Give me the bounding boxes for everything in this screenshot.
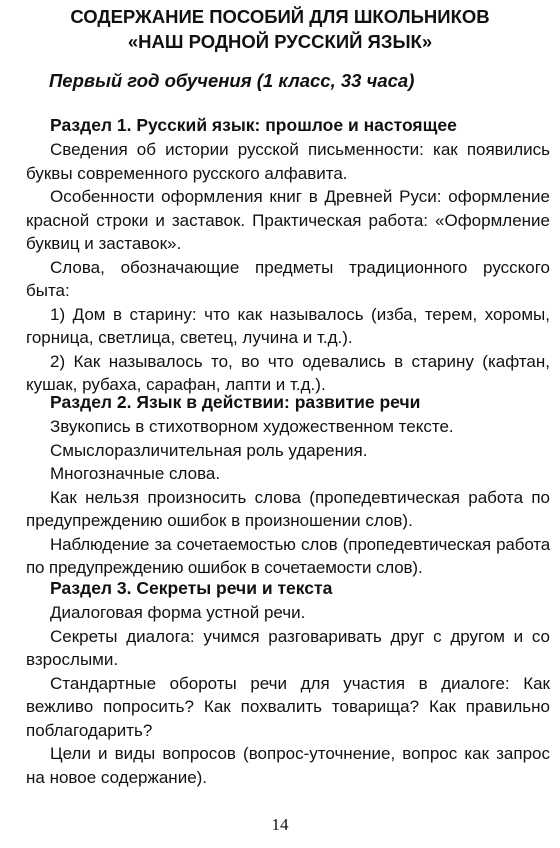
section-1 [26,113,550,397]
section-heading: Раздел 2. Язык в действии: развитие речи [50,392,421,412]
page-number: 14 [271,815,289,834]
paragraph: 1) Дом в старину: что как называлось (изба, терем, хоромы, горница, светлица, светец, лучина и т.д.). [26,304,550,347]
section-2 [26,390,550,580]
document-title [0,4,560,54]
paragraph: Диалоговая форма устной речи. [50,603,306,622]
paragraph: Особенности оформления книг в Древней Руси: оформление красной строки и заставок. Практическая работа: «Оформление буквиц и заставок». [26,187,550,253]
paragraph: Секреты диалога: учимся разговаривать друг с другом и со взрослыми. [26,626,550,669]
paragraph: Цели и виды вопросов (вопрос-уточнение, вопрос как запрос на новое содержание). [26,744,550,787]
paragraph: Звукопись в стихотворном художественном тексте. [50,417,454,436]
paragraph: 2) Как называлось то, во что одевались в старину (кафтан, кушак, рубаха, сарафан, лапти и т.д.). [26,351,550,394]
paragraph: Сведения об истории русской письменности: как появились буквы современного русского алфавита. [26,140,550,183]
paragraph: Наблюдение за сочетаемостью слов (пропедевтическая работа по предупреждению ошибок в сочетаемости слов). [26,534,550,577]
paragraph: Как нельзя произносить слова (пропедевтическая работа по предупреждению ошибок в произношении слов). [26,487,550,530]
title-line-1: СОДЕРЖАНИЕ ПОСОБИЙ ДЛЯ ШКОЛЬНИКОВ [70,6,490,27]
paragraph: Многозначные слова. [50,464,221,483]
section-3 [26,576,550,789]
paragraph: Смыслоразличительная роль ударения. [50,440,368,460]
paragraph: Стандартные обороты речи для участия в диалоге: Как вежливо попросить? Как похвалить товарища? Как правильно поблагодарить? [26,673,550,740]
title-line-2: «НАШ РОДНОЙ РУССКИЙ ЯЗЫК» [127,31,433,52]
section-heading: Раздел 1. Русский язык: прошлое и настоящее [50,115,457,135]
paragraph: Слова, обозначающие предметы традиционного русского быта: [26,257,550,300]
section-heading: Раздел 3. Секреты речи и текста [50,578,333,598]
year-subtitle: Первый год обучения (1 класс, 33 часа) [49,70,415,91]
